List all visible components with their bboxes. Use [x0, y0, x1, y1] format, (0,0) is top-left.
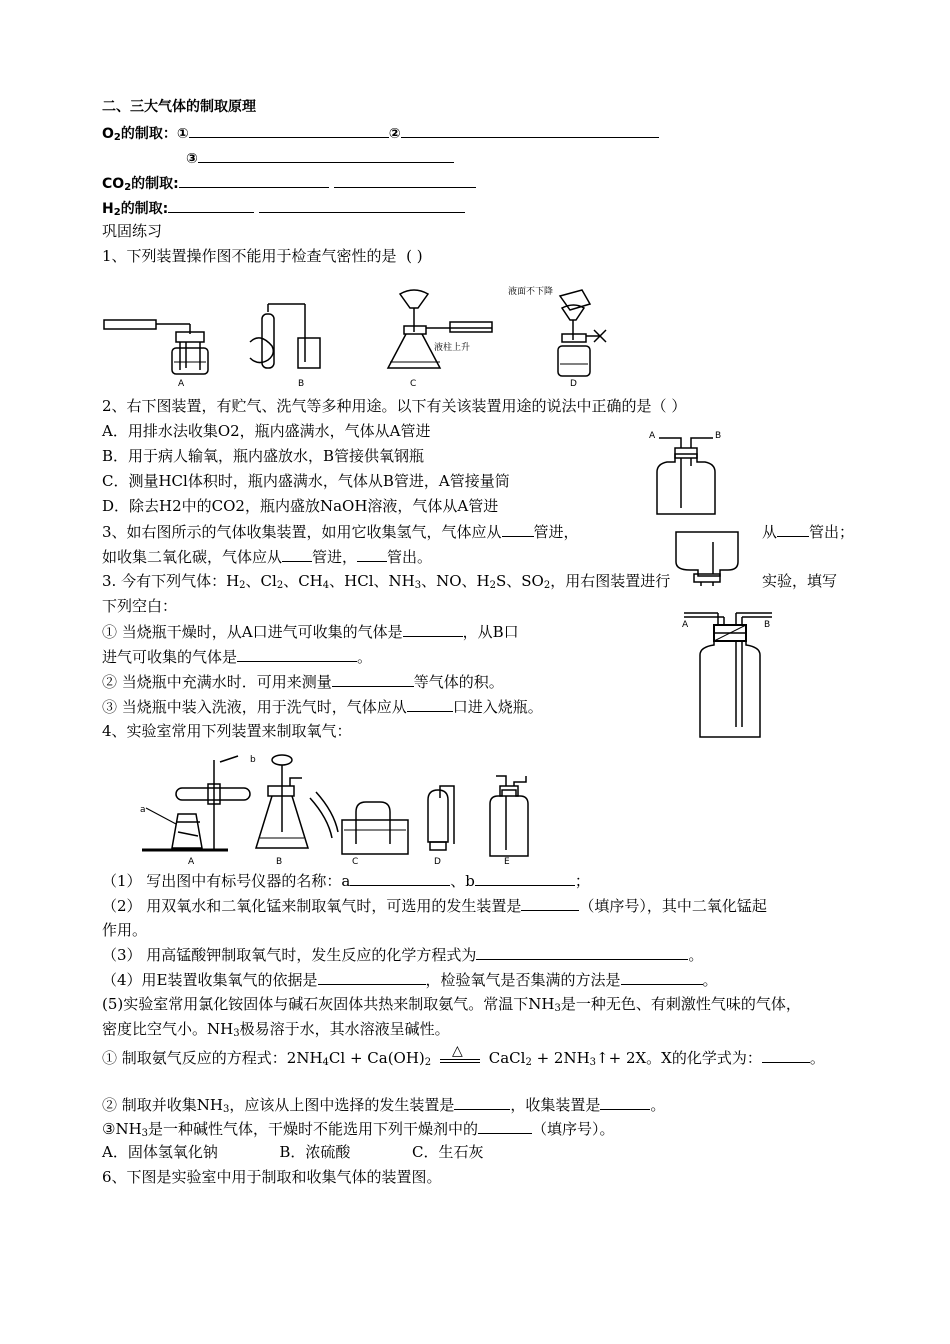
q4-label-a: A	[188, 857, 195, 866]
q4-label-c: C	[352, 857, 359, 866]
practice-heading: 巩固练习	[102, 222, 163, 240]
q4-choices	[102, 1142, 483, 1162]
q3b-label-a: A	[682, 620, 689, 630]
q1-note-d: 液面不下降	[508, 287, 554, 297]
q4-blank-x[interactable]	[762, 1047, 810, 1063]
q4-blank-dry[interactable]	[478, 1118, 532, 1134]
q4-mark-a: a	[140, 805, 146, 815]
q4-part-1: （1） 写出图中有标号仪器的名称：a 、b ；	[102, 872, 590, 890]
q3b-blank-1[interactable]	[403, 621, 463, 637]
q4-figure	[136, 752, 536, 866]
q4-blank-3[interactable]	[476, 944, 688, 960]
q4-mark-b: b	[250, 755, 256, 765]
o2-blank-2[interactable]	[401, 122, 659, 138]
q3a-blank-2[interactable]	[777, 521, 809, 537]
q3a-line-1: 3、如右图所示的气体收集装置，如用它收集氢气，气体应从 管进，	[102, 523, 579, 541]
q3a-line-2: 如收集二氧化碳，气体应从 管进， 管出。	[102, 548, 433, 566]
q4-blank-a[interactable]	[350, 870, 450, 886]
q4-blank-gen[interactable]	[454, 1094, 510, 1110]
q3b-item-1: ① 当烧瓶干燥时，从A口进气可收集的气体是 ，从B口	[102, 623, 519, 641]
q1-label-b: B	[298, 379, 305, 388]
q4-sub-2: ② 制取并收集$NH_3$，应该从上图中选择的发生装置是 ，收集装置是 。	[102, 1096, 666, 1115]
q3a-figure	[668, 528, 748, 586]
choice-c: C．生石灰	[412, 1143, 484, 1161]
heat-symbol: △	[440, 1057, 480, 1063]
q2-figure	[645, 426, 735, 518]
q2-label-a: A	[649, 431, 656, 441]
q3b-item-1b: 进气可收集的气体是 。	[102, 648, 373, 666]
q1-label-a: A	[178, 379, 185, 388]
q4-label-e: E	[504, 857, 510, 866]
q4-blank-b[interactable]	[475, 870, 575, 886]
q4-sub-3: $③NH_3$是一种碱性气体，干燥时不能选用下列干燥剂中的 （填序号）。	[102, 1120, 615, 1139]
co2-blank-2[interactable]	[334, 172, 476, 188]
q4-blank-2[interactable]	[521, 895, 579, 911]
q4-equation: ① 制取氨气反应的方程式：$2NH_4Cl + Ca(OH)_2$ △ CaCl$_2$ + $2NH_3↑+ 2X$。X的化学式为： 。	[102, 1043, 825, 1068]
q4-part-2: （2） 用双氧水和二氧化锰来制取氧气时，可选用的发生装置是 （填序号），其中二氧化锰起	[102, 897, 767, 915]
q1-figure	[100, 282, 620, 388]
q2-option-a: A．用排水法收集O2，瓶内盛满水，气体从A管进	[102, 422, 431, 440]
section-title: 二、三大气体的制取原理	[102, 99, 256, 115]
q2-option-d: D．除去H2中的CO2，瓶内盛放NaOH溶液，气体从A管进	[102, 497, 499, 515]
q4-blank-col[interactable]	[600, 1094, 650, 1110]
q4-part-4: （4）用E装置收集氧气的依据是 ，检验氧气是否集满的方法是 。	[102, 971, 718, 989]
q1-note-c: 液柱上升	[434, 343, 471, 353]
o2-line-2: ③	[186, 147, 454, 169]
q3a-blank-3[interactable]	[282, 546, 312, 562]
co2-blank-1[interactable]	[179, 172, 329, 188]
o2-line: $O_2$的制取：① ②	[102, 122, 659, 148]
q4-part-3: （3） 用高锰酸钾制取氧气时，发生反应的化学方程式为 。	[102, 946, 704, 964]
q3b-blank-4[interactable]	[407, 696, 453, 712]
o2-blank-3[interactable]	[198, 147, 454, 163]
q3a-blank-1[interactable]	[502, 521, 534, 537]
q3b-item-3: ③ 当烧瓶中装入洗液，用于洗气时，气体应从 口进入烧瓶。	[102, 698, 543, 716]
q2-text: 2、右下图装置，有贮气、洗气等多种用途。以下有关该装置用途的说法中正确的是（ ）	[102, 397, 687, 415]
q4-text: 4、实验室常用下列装置来制取氧气：	[102, 722, 352, 740]
q3b-label-b: B	[764, 620, 771, 630]
h2-blank-2[interactable]	[259, 197, 465, 213]
q4-label-d: D	[434, 857, 441, 866]
q3b-line-2: 下列空白：	[102, 597, 178, 615]
q4-part-2b: 作用。	[102, 921, 148, 939]
q4-part-5: (5)实验室常用氯化铵固体与碱石灰固体共热来制取氨气。常温下$NH_3$是一种无色、有刺激性气味的气体，	[102, 995, 801, 1014]
q3b-line-1: 3. 今有下列气体：$H_2$、$Cl_2$、$CH_4$、HCl、$NH_3$、NO、$H_2S$、$SO_2$，用右图装置进行	[102, 572, 671, 591]
h2-blank-1[interactable]	[168, 197, 254, 213]
q4-part-5b: 密度比空气小。$NH_3$极易溶于水，其水溶液呈碱性。	[102, 1020, 450, 1039]
q1-label-c: C	[410, 379, 417, 388]
h2-line: $H_2$的制取:	[102, 197, 465, 223]
q3b-blank-2[interactable]	[237, 646, 357, 662]
q4-label-b: B	[276, 857, 283, 866]
q3b-figure	[676, 605, 782, 739]
q3b-blank-3[interactable]	[332, 671, 414, 687]
q3a-blank-4[interactable]	[357, 546, 387, 562]
o2-blank-1[interactable]	[189, 122, 389, 138]
q3b-item-2: ② 当烧瓶中充满水时．可用来测量 等气体的积。	[102, 673, 504, 691]
q3b-line-1-tail: 实验，填写	[762, 572, 838, 590]
q1-text: 1、下列装置操作图不能用于检查气密性的是 ( )	[102, 247, 423, 265]
q2-option-c: C．测量HCl体积时，瓶内盛满水，气体从B管进，A管接量筒	[102, 472, 510, 490]
choice-a: A．固体氢氧化钠	[102, 1143, 218, 1161]
q2-option-b: B．用于病人输氧，瓶内盛放水，B管接供氧钢瓶	[102, 447, 425, 465]
q4-blank-4b[interactable]	[621, 969, 703, 985]
co2-line: $CO_2$的制取:	[102, 172, 476, 198]
q2-label-b: B	[715, 431, 722, 441]
q1-label-d: D	[570, 379, 577, 388]
q6-text: 6、下图是实验室中用于制取和收集气体的装置图。	[102, 1168, 442, 1186]
q4-blank-4a[interactable]	[318, 969, 426, 985]
choice-b: B．浓硫酸	[279, 1143, 351, 1161]
q3a-line-1-right: 从 管出；	[762, 523, 855, 541]
